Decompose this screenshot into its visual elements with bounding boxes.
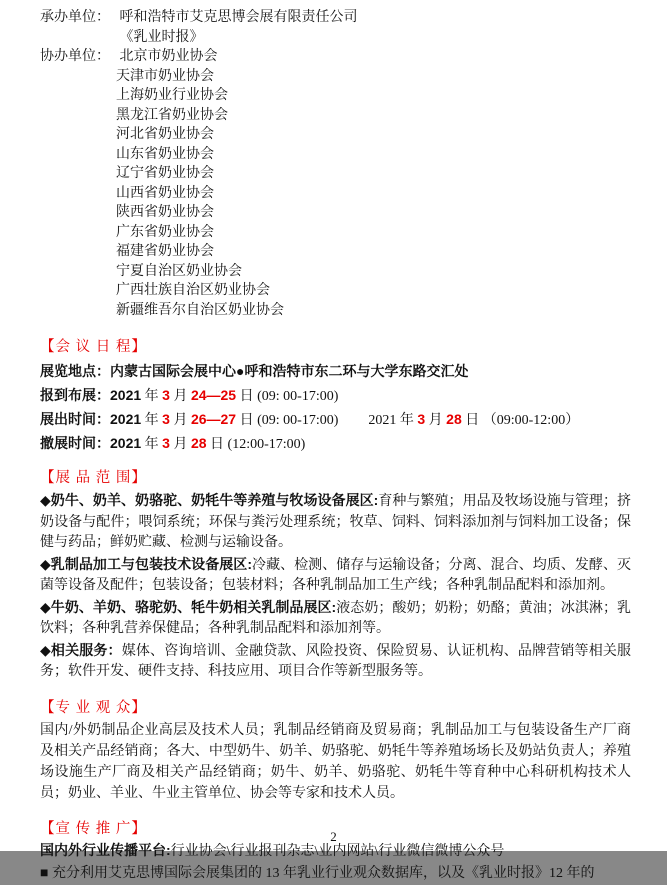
schedule-rows bbox=[40, 360, 631, 456]
schedule-text: 2021 bbox=[110, 411, 142, 427]
schedule-text: 月 bbox=[425, 413, 447, 428]
co-organizer-item: 河北省奶业协会 bbox=[116, 127, 214, 142]
promotion-bullet-line: ■ 充分利用艾克思博国际会展集团的 13 年乳业行业观众数据库，以及《乳业时报》12 年的 bbox=[40, 865, 595, 881]
schedule-text: 年 bbox=[141, 437, 163, 452]
schedule-text: 月 bbox=[169, 389, 191, 404]
co-organizer-label: 协办单位： bbox=[40, 49, 110, 64]
scope-category-label: ◆牛奶、羊奶、骆驼奶、牦牛奶相关乳制品展区: bbox=[40, 598, 337, 615]
scope-category-items: 育种与繁殖；用品及牧场设施与管理；挤奶设备与配件；喂饲系统；环保与粪污处理系统；牧草、饲料、饲料添加剂与饲料加工设备；保健与药品；鲜奶贮藏、检测与运输设备。 bbox=[40, 494, 631, 550]
schedule-date-highlight: 3 bbox=[417, 411, 426, 427]
schedule-text: (09: 00-17:00) bbox=[257, 389, 339, 404]
schedule-row bbox=[40, 408, 631, 432]
co-organizer-item: 上海奶业行业协会 bbox=[116, 88, 228, 103]
co-organizer-item: 山东省奶业协会 bbox=[116, 146, 214, 162]
exhibit-scope-heading: 【展 品 范 围】 bbox=[40, 470, 147, 486]
schedule-text: 日 bbox=[236, 413, 258, 428]
page-number: 2 bbox=[330, 829, 337, 844]
schedule-row bbox=[40, 432, 631, 456]
co-organizer-row bbox=[40, 47, 631, 67]
schedule-text: 内蒙古国际会展中心●呼和浩特市东二环与大学东路交汇处 bbox=[110, 363, 469, 379]
exhibit-scope-paragraph bbox=[40, 597, 631, 640]
co-organizer-item: 宁夏自治区奶业协会 bbox=[116, 263, 242, 279]
schedule-row-label: 报到布展： bbox=[40, 387, 110, 403]
schedule-text: 日 bbox=[236, 389, 258, 404]
co-organizer-item: 福建省奶业协会 bbox=[116, 244, 214, 259]
schedule-text: (09: 00-17:00) bbox=[257, 413, 339, 428]
schedule-text: 年 bbox=[141, 389, 163, 404]
schedule-text: 日 （09:00-12:00） bbox=[461, 413, 580, 428]
scope-category-label: ◆奶牛、奶羊、奶骆驼、奶牦牛等养殖与牧场设备展区: bbox=[40, 492, 379, 508]
audience-heading: 【专 业 观 众】 bbox=[40, 699, 147, 716]
host-organizer-name: 呼和浩特市艾克思博会展有限责任公司 bbox=[119, 10, 358, 25]
schedule-row-label: 撤展时间： bbox=[40, 435, 110, 451]
exhibit-scope-paragraph bbox=[40, 490, 631, 554]
schedule-row-label: 展出时间： bbox=[40, 411, 110, 427]
scope-category-label: ◆乳制品加工与包装技术设备展区: bbox=[40, 555, 252, 572]
host-organizer-label: 承办单位： bbox=[40, 10, 110, 25]
co-organizer-item: 天津市奶业协会 bbox=[116, 68, 214, 84]
scope-category-items: 冷藏、检测、储存与运输设备；分离、混合、均质、发酵、灭菌等设备及配件；包装设备；包装材料；各种乳制品加工生产线；各种乳制品配料和添加剂。 bbox=[40, 557, 632, 593]
schedule-row bbox=[40, 360, 631, 384]
schedule-text: 2021 bbox=[110, 435, 142, 451]
schedule-date-highlight: 3 bbox=[162, 387, 170, 403]
scope-category-label: ◆相关服务： bbox=[40, 641, 122, 658]
exhibit-scope-paragraph bbox=[40, 554, 631, 597]
schedule-date-highlight: 3 bbox=[162, 435, 170, 451]
schedule-date-highlight: 28 bbox=[190, 435, 207, 451]
co-organizer-item: 广东省奶业协会 bbox=[116, 224, 214, 240]
promotion-platform-value: 行业协会\行业报刊杂志\业内网站\行业微信微博公众号 bbox=[170, 843, 505, 859]
co-organizer-list bbox=[40, 67, 631, 321]
schedule-text: 月 bbox=[169, 413, 191, 428]
schedule-text: 年 bbox=[141, 413, 163, 428]
schedule-date-highlight: 3 bbox=[162, 411, 170, 427]
host-organizer-row bbox=[40, 28, 631, 48]
schedule-date-highlight: 26—27 bbox=[190, 411, 237, 427]
co-organizer-item: 北京市奶业协会 bbox=[119, 49, 218, 64]
co-organizer-item: 广西壮族自治区奶业协会 bbox=[116, 283, 270, 298]
exhibit-scope-paragraph bbox=[40, 640, 631, 683]
schedule-text: 2021 年 bbox=[368, 413, 418, 428]
schedule-text: 2021 bbox=[110, 387, 142, 403]
scope-category-items: 液态奶；酸奶；奶粉；奶酪；黄油；冰淇淋；乳饮料；各种乳营养保健品；各种乳制品配料和添加剂等。 bbox=[40, 600, 631, 636]
promotion-platform-label: 国内外行业传播平台: bbox=[40, 841, 171, 858]
schedule-text: 日 (12:00-17:00) bbox=[206, 437, 306, 452]
co-organizer-item: 黑龙江省奶业协会 bbox=[116, 107, 228, 123]
promotion-heading: 【宣 传 推 广】 bbox=[40, 820, 147, 837]
co-organizer-item: 辽宁省奶业协会 bbox=[116, 166, 214, 181]
co-organizer-item: 山西省奶业协会 bbox=[116, 185, 214, 201]
schedule-text: 月 bbox=[169, 437, 191, 452]
co-organizer-item: 陕西省奶业协会 bbox=[116, 205, 214, 220]
audience-paragraph: 国内/外奶制品企业高层及技术人员；乳制品经销商及贸易商；乳制品加工与包装设备生产厂商及相关产品经销商；各大、中型奶牛、奶羊、奶骆驼、奶牦牛等养殖场场长及奶站负责人；养殖场设施生产厂商及相关产品经销商；奶牛、奶羊、奶骆驼、奶牦牛等育种中心科研机构技术人员；奶业、羊业、牛业主管单位、协会等专家和技术人员。 bbox=[40, 722, 631, 801]
schedule-row-label: 展览地点： bbox=[40, 363, 110, 379]
schedule-heading: 【会 议 日 程】 bbox=[40, 339, 147, 355]
schedule-row bbox=[40, 384, 631, 408]
schedule-date-highlight: 28 bbox=[446, 411, 462, 427]
host-organizer-row bbox=[40, 8, 631, 28]
schedule-date-highlight: 24—25 bbox=[190, 387, 237, 403]
exhibit-scope-paragraphs bbox=[40, 490, 631, 683]
co-organizer-item: 新疆维吾尔自治区奶业协会 bbox=[116, 302, 284, 318]
scope-category-items: 媒体、咨询培训、金融贷款、风险投资、保险贸易、认证机构、品牌营销等相关服务；软件开发、硬件支持、科技应用、项目合作等新型服务等。 bbox=[40, 643, 631, 679]
organizers-block bbox=[40, 8, 631, 320]
host-organizer-name-2: 《乳业时报》 bbox=[119, 29, 204, 45]
